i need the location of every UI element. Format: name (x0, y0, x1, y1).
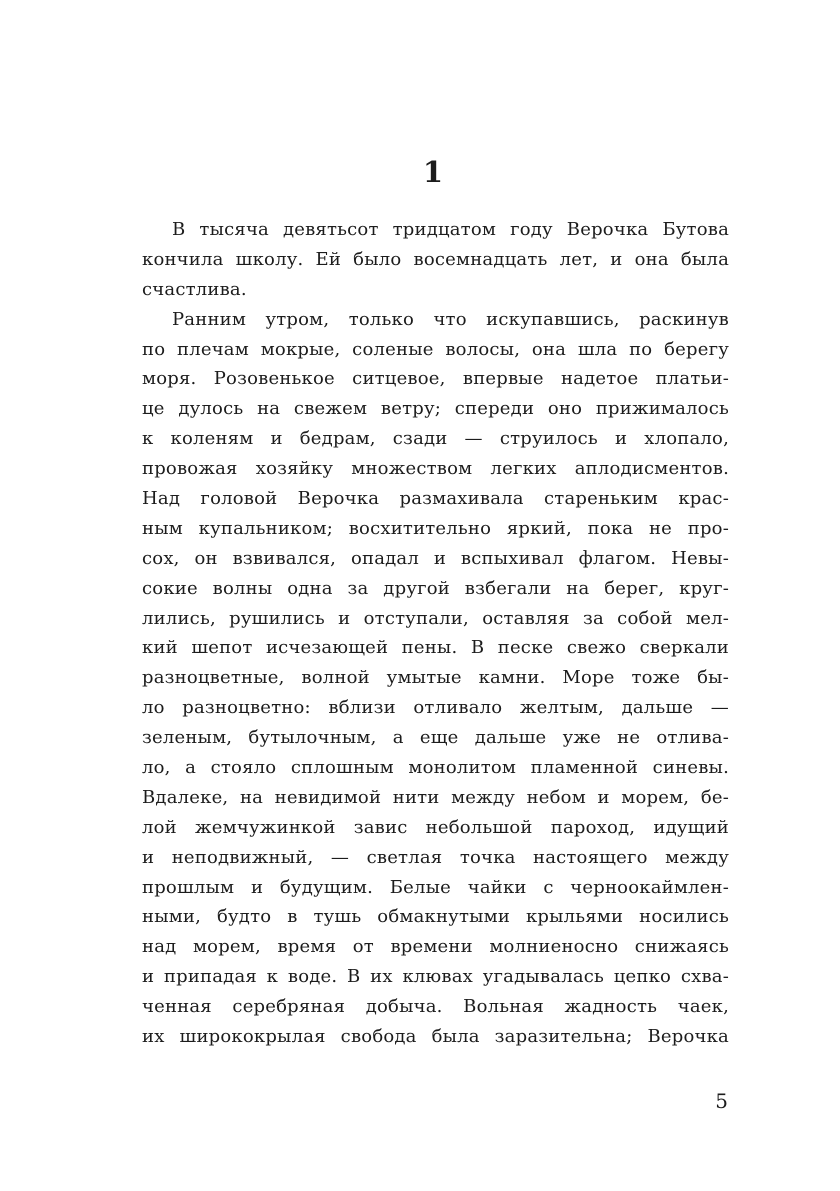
text-line: и неподвижный, — светлая точка настоящего между (142, 846, 729, 868)
text-line: их ширококрылая свобода была заразительна; Верочка (142, 1026, 729, 1048)
text-line: Вдалеке, на невидимой нити между небом и морем, бе- (142, 786, 729, 808)
text-line: лились, рушились и отступали, оставляя за собой мел- (142, 607, 729, 629)
text-line: ными, будто в тушь обмакнутыми крыльями носились (142, 906, 729, 928)
text-line: ным купальником; восхитительно яркий, пока не про- (142, 517, 729, 539)
text-line: ло разноцветно: вблизи отливало желтым, дальше — (142, 697, 729, 719)
chapter-number: 1 (422, 155, 444, 189)
text-line: Ранним утром, только что искупавшись, раскинув (172, 308, 729, 330)
text-line: сокие волны одна за другой взбегали на берег, круг- (142, 577, 729, 599)
text-line: кий шепот исчезающей пены. В песке свежо сверкали (142, 637, 729, 659)
text-line: к коленям и бедрам, сзади — струилось и хлопало, (142, 428, 729, 450)
text-line: над морем, время от времени молниеносно снижаясь (142, 936, 729, 958)
text-line: ченная серебряная добыча. Вольная жадность чаек, (142, 996, 729, 1018)
text-line: моря. Розовенькое ситцевое, впервые надетое платьи- (142, 368, 729, 390)
text-line: це дулось на свежем ветру; спереди оно прижималось (142, 398, 729, 420)
text-line: лой жемчужинкой завис небольшой пароход, идущий (142, 816, 729, 838)
text-line: счастлива. (142, 278, 247, 300)
text-line: прошлым и будущим. Белые чайки с черноокаймлен- (142, 876, 729, 898)
text-line: кончила школу. Ей было восемнадцать лет, и она была (142, 248, 729, 270)
text-line: разноцветные, волной умытые камни. Море тоже бы- (142, 667, 729, 689)
text-line: ло, а стояло сплошным монолитом пламенной синевы. (142, 757, 729, 779)
text-line: В тысяча девятьсот тридцатом году Верочка Бутова (172, 219, 729, 240)
text-line: по плечам мокрые, соленые волосы, она шла по берегу (142, 338, 729, 360)
text-line: и припадая к воде. В их клювах угадывалась цепко схва- (142, 966, 729, 988)
page-number: 5 (715, 1089, 728, 1113)
text-line: Над головой Верочка размахивала стареньким крас- (142, 488, 729, 510)
text-line: зеленым, бутылочным, а еще дальше уже не отлива- (142, 727, 729, 749)
text-line: сох, он взвивался, опадал и вспыхивал флагом. Невы- (142, 547, 729, 569)
chapter-text (142, 215, 729, 1052)
text-line: провожая хозяйку множеством легких аплодисментов. (142, 458, 729, 480)
